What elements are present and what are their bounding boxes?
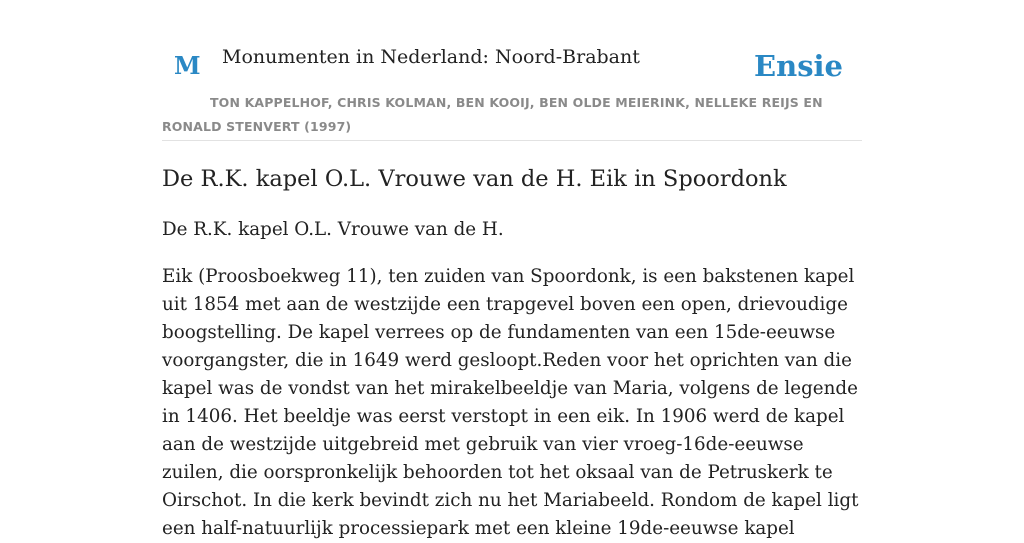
article-paragraph: De R.K. kapel O.L. Vrouwe van de H. xyxy=(162,219,504,240)
article xyxy=(162,160,862,543)
article-title: De R.K. kapel O.L. Vrouwe van de H. Eik in Spoordonk xyxy=(162,166,787,192)
authors-line: TON KAPPELHOF, CHRIS KOLMAN, BEN KOOIJ, BEN OLDE MEIERINK, NELLEKE REIJS EN RONALD STENVERT (1997) xyxy=(162,95,823,134)
article-paragraph: Eik (Proosboekweg 11), ten zuiden van Spoordonk, is een bakstenen kapel uit 1854 met aan de westzijde een trapgevel boven een open, drievoudige boogstelling. De kapel verrees op de fundamenten van een 15de-eeuwse voorgangster, die in 1649 werd gesloopt.Reden voor het oprichten van die kapel was de vondst van het mirakelbeeldje van Maria, volgens de legende in 1406. Het beeldje was eerst verstopt in een eik. In 1906 werd de kapel aan de westzijde uitgebreid met gebruik van vier vroeg-16de-eeuwse zuilen, die oorspronkelijk behoorden tot het oksaal van de Petruskerk te Oirschot. In die kerk bevindt zich nu het Mariabeeld. Rondom de kapel ligt een half-natuurlijk processiepark met een kleine 19de-eeuwse kapel xyxy=(162,266,859,539)
book-logo[interactable]: M xyxy=(174,51,201,80)
book-title[interactable]: Monumenten in Nederland: Noord-Brabant xyxy=(222,46,640,68)
header xyxy=(162,40,862,141)
brand-logo[interactable]: Ensie xyxy=(754,49,843,83)
